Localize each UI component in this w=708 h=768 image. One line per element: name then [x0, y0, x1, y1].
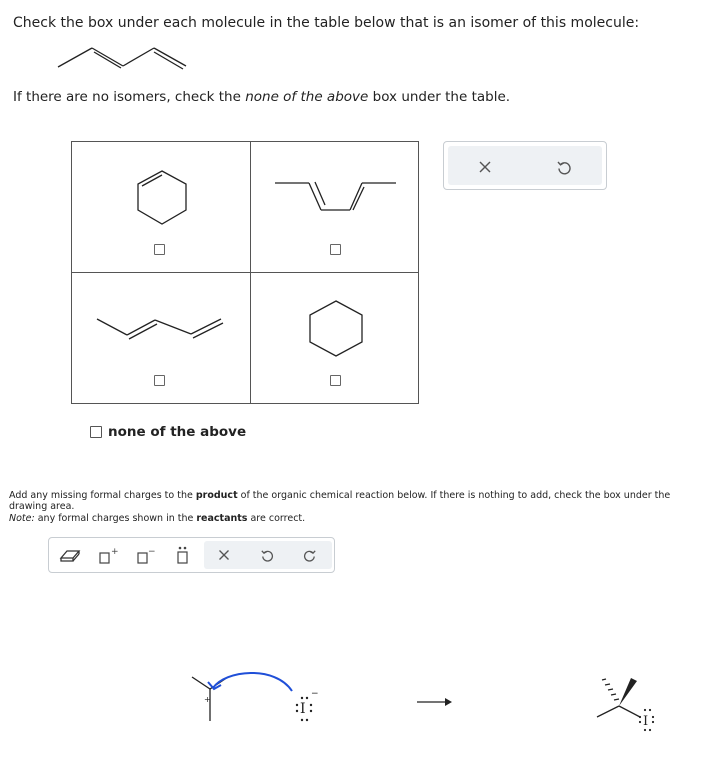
- note-label: Note:: [9, 513, 35, 524]
- molecule-hexadiene-zigzag: [94, 313, 229, 341]
- instr-prefix: Add any missing formal charges to the: [9, 490, 196, 501]
- none-of-the-above-label: none of the above: [108, 424, 247, 440]
- question-hint: [13, 89, 510, 105]
- table-divider-horizontal: [72, 272, 418, 273]
- undo-icon: [260, 548, 274, 562]
- plus-sign: +: [111, 547, 119, 557]
- clear-button[interactable]: [470, 153, 500, 181]
- reaction-instructions: [9, 490, 708, 512]
- hint-prefix: If there are no isomers, check the: [13, 89, 246, 105]
- answer-toolbar-inner: [448, 146, 602, 185]
- hint-emphasis: none of the above: [245, 89, 369, 105]
- target-molecule: [55, 40, 190, 72]
- curved-arrow-icon: [213, 673, 292, 691]
- redo-icon: [303, 548, 317, 562]
- eraser-button[interactable]: [57, 543, 83, 569]
- add-positive-charge-icon: [97, 545, 119, 567]
- eraser-icon: [59, 549, 81, 563]
- add-lone-pair-icon: [172, 545, 194, 567]
- question-prompt: Check the box under each molecule in the table below that is an isomer of this molecule:: [13, 15, 640, 31]
- product-iodine-label: I: [643, 714, 649, 729]
- note-bold: reactants: [196, 513, 248, 524]
- lone-pair-button[interactable]: [170, 543, 196, 569]
- isomer-checkbox-2[interactable]: [330, 244, 341, 255]
- redo-drawing-button[interactable]: [297, 542, 323, 568]
- product-structure: [588, 674, 668, 736]
- molecule-cyclohexane: [305, 296, 367, 360]
- wedge-bond: [619, 678, 637, 706]
- negative-charge-button[interactable]: [133, 543, 159, 569]
- drawing-toolbar: [48, 537, 335, 573]
- none-of-the-above-option[interactable]: [90, 424, 246, 440]
- reaction-arrow-icon: [415, 696, 455, 708]
- x-icon: [218, 549, 230, 561]
- isomer-checkbox-3[interactable]: [154, 375, 165, 386]
- x-icon: [478, 160, 492, 174]
- note-prefix: any formal charges shown in the: [34, 513, 197, 524]
- molecule-diene-chain: [273, 172, 403, 217]
- hashed-bond: [602, 679, 619, 700]
- hint-suffix: box under the table.: [368, 89, 511, 105]
- minus-sign: −: [148, 547, 156, 557]
- add-negative-charge-icon: [135, 545, 157, 567]
- positive-charge-button[interactable]: [95, 543, 121, 569]
- carbocation-charge: +: [204, 695, 211, 704]
- reactant-structure: [180, 665, 330, 727]
- note-suffix: are correct.: [247, 513, 306, 524]
- molecule-cyclohexene: [133, 166, 191, 228]
- instr-suffix: of the organic chemical reaction below. If there is nothing to add, check the box under the drawing area.: [9, 490, 671, 512]
- iodide-label: I: [300, 701, 306, 717]
- iodide-charge: −: [311, 689, 319, 699]
- undo-drawing-button[interactable]: [254, 542, 280, 568]
- drawing-actions: [204, 541, 332, 569]
- isomer-checkbox-1[interactable]: [154, 244, 165, 255]
- isomer-table: [71, 141, 419, 404]
- answer-toolbar: [443, 141, 607, 190]
- undo-icon: [556, 159, 572, 175]
- reaction-note: [9, 513, 305, 524]
- isomer-checkbox-4[interactable]: [330, 375, 341, 386]
- instr-bold: product: [195, 490, 238, 501]
- undo-button[interactable]: [549, 153, 579, 181]
- none-of-the-above-checkbox[interactable]: [90, 426, 102, 438]
- clear-drawing-button[interactable]: [211, 542, 237, 568]
